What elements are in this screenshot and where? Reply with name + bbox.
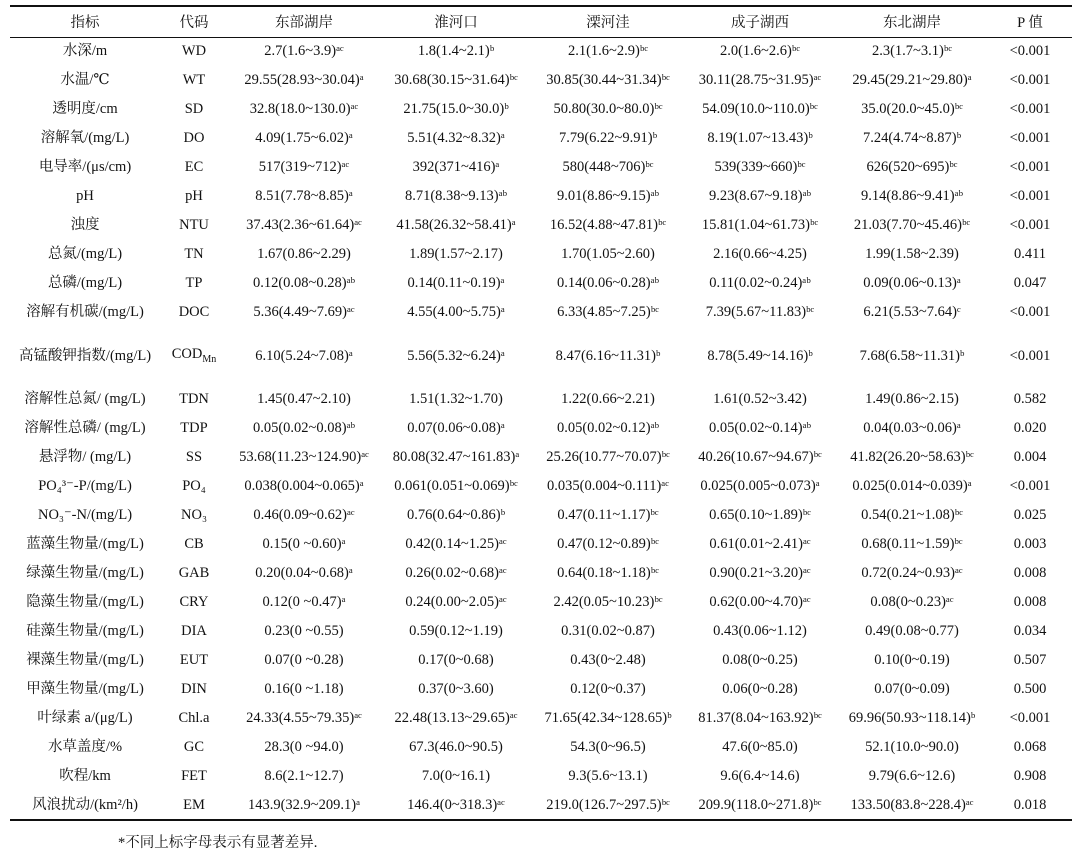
row-code: [160, 414, 228, 443]
row-code: [160, 182, 228, 211]
row-value-site-4: 539(339~660)ᵇᶜ: [714, 159, 806, 176]
row-value-site-1: 28.3(0 ~94.0): [264, 739, 344, 756]
table-row: [10, 733, 1072, 762]
row-value-site-5: 0.025(0.014~0.039)ᵃ: [852, 478, 972, 495]
row-code-text: DO: [183, 130, 205, 147]
row-value-site-4: 7.39(5.67~11.83)ᵇᶜ: [705, 304, 815, 321]
row-metric: 浊度: [70, 217, 100, 234]
row-metric: NO₃⁻-N/(mg/L): [37, 507, 133, 524]
row-value-site-5: 0.07(0~0.09): [874, 681, 950, 698]
table-row: [10, 530, 1072, 559]
row-code: [160, 385, 228, 414]
row-metric: 水深/m: [62, 43, 108, 60]
row-value-site-2: 0.07(0.06~0.08)ᵃ: [407, 420, 505, 437]
row-value-site-5: 1.49(0.86~2.15): [865, 391, 959, 408]
row-code: [160, 327, 228, 385]
row-p-value: <0.001: [1009, 304, 1051, 321]
table-row: [10, 501, 1072, 530]
row-value-site-4: 0.65(0.10~1.89)ᵇᶜ: [709, 507, 811, 524]
row-value-site-1: 517(319~712)ᵃᶜ: [258, 159, 350, 176]
row-value-site-3: 54.3(0~96.5): [570, 739, 646, 756]
row-p-value: <0.001: [1009, 159, 1051, 176]
row-value-site-1: 1.45(0.47~2.10): [257, 391, 351, 408]
row-p-value: <0.001: [1009, 217, 1051, 234]
row-value-site-1: 0.23(0 ~0.55): [264, 623, 344, 640]
row-code: [160, 211, 228, 240]
row-value-site-1: 37.43(2.36~61.64)ᵃᶜ: [246, 217, 362, 234]
row-value-site-1: 0.07(0 ~0.28): [264, 652, 344, 669]
row-code-text: pH: [185, 188, 203, 205]
row-value-site-4: 0.90(0.21~3.20)ᵃᶜ: [709, 565, 811, 582]
row-metric: 甲藻生物量/(mg/L): [26, 681, 144, 698]
row-p-value: 0.507: [1013, 652, 1047, 669]
table-row: [10, 182, 1072, 211]
row-code: [160, 733, 228, 762]
row-p-value: 0.020: [1013, 420, 1047, 437]
row-value-site-1: 0.16(0 ~1.18): [264, 681, 344, 698]
row-value-site-4: 54.09(10.0~110.0)ᵇᶜ: [702, 101, 818, 118]
row-code: [160, 762, 228, 791]
row-code: [160, 501, 228, 530]
row-value-site-5: 7.24(4.74~8.87)ᵇ: [862, 130, 962, 147]
row-metric: 电导率/(μs/cm): [38, 159, 132, 176]
table-row: [10, 66, 1072, 95]
row-value-site-1: 0.12(0 ~0.47)ᵃ: [262, 594, 346, 611]
row-code: [160, 617, 228, 646]
row-code-text: CRY: [179, 594, 209, 611]
table-row: [10, 269, 1072, 298]
row-value-site-3: 0.64(0.18~1.18)ᵇᶜ: [557, 565, 659, 582]
row-code-text: EM: [183, 796, 205, 813]
row-value-site-4: 9.6(6.4~14.6): [720, 768, 800, 785]
row-value-site-3: 1.70(1.05~2.60): [561, 246, 655, 263]
row-value-site-3: 16.52(4.88~47.81)ᵇᶜ: [549, 217, 667, 234]
row-metric: 溶解有机碳/(mg/L): [26, 304, 144, 321]
row-p-value: 0.908: [1013, 768, 1047, 785]
row-value-site-4: 47.6(0~85.0): [722, 739, 798, 756]
row-value-site-3: 0.12(0~0.37): [570, 681, 646, 698]
row-value-site-4: 1.61(0.52~3.42): [713, 391, 807, 408]
row-code-text: PO₄: [182, 478, 206, 495]
row-p-value: 0.411: [1013, 246, 1047, 263]
row-value-site-1: 32.8(18.0~130.0)ᵃᶜ: [249, 101, 359, 118]
row-value-site-4: 2.16(0.66~4.25): [713, 246, 807, 263]
row-value-site-2: 0.061(0.051~0.069)ᵇᶜ: [394, 478, 518, 495]
row-code: [160, 298, 228, 327]
row-code: [160, 37, 228, 66]
row-value-site-4: 0.05(0.02~0.14)ᵃᵇ: [708, 420, 812, 437]
row-value-site-3: 7.79(6.22~9.91)ᵇ: [558, 130, 658, 147]
row-value-site-4: 15.81(1.04~61.73)ᵇᶜ: [701, 217, 819, 234]
row-value-site-5: 0.08(0~0.23)ᵃᶜ: [870, 594, 954, 611]
row-value-site-4: 8.78(5.49~14.16)ᵇ: [707, 347, 813, 364]
row-value-site-5: 6.21(5.53~7.64)ᶜ: [863, 304, 961, 321]
row-code-text: FET: [181, 768, 207, 785]
row-value-site-4: 0.08(0~0.25): [722, 652, 798, 669]
row-value-site-4: 9.23(8.67~9.18)ᵃᵇ: [708, 188, 812, 205]
table-row: [10, 414, 1072, 443]
row-value-site-3: 71.65(42.34~128.65)ᵇ: [544, 710, 672, 727]
row-p-value: 0.582: [1013, 391, 1047, 408]
row-metric: 蓝藻生物量/(mg/L): [26, 536, 144, 553]
row-value-site-3: 9.3(5.6~13.1): [568, 768, 648, 785]
row-value-site-5: 0.72(0.24~0.93)ᵃᶜ: [861, 565, 963, 582]
row-value-site-3: 0.14(0.06~0.28)ᵃᵇ: [556, 275, 660, 292]
row-code: [160, 530, 228, 559]
header-site-4: 成子湖西: [684, 6, 836, 37]
row-value-site-4: 2.0(1.6~2.6)ᵇᶜ: [719, 43, 801, 60]
row-value-site-2: 30.68(30.15~31.64)ᵇᶜ: [394, 72, 518, 89]
row-value-site-2: 41.58(26.32~58.41)ᵃ: [396, 217, 516, 234]
row-value-site-4: 0.61(0.01~2.41)ᵃᶜ: [709, 536, 811, 553]
table-row: [10, 675, 1072, 704]
row-metric: 水草盖度/%: [47, 739, 123, 756]
header-code: 代码: [160, 6, 228, 37]
row-value-site-1: 0.12(0.08~0.28)ᵃᵇ: [252, 275, 356, 292]
row-value-site-5: 41.82(26.20~58.63)ᵇᶜ: [850, 449, 974, 466]
row-value-site-1: 8.6(2.1~12.7): [264, 768, 344, 785]
row-value-site-2: 146.4(0~318.3)ᵃᶜ: [380, 791, 532, 820]
row-value-site-4: 0.06(0~0.28): [722, 681, 798, 698]
row-value-site-3: 50.80(30.0~80.0)ᵇᶜ: [553, 101, 663, 118]
row-code-text: SS: [185, 449, 203, 466]
row-value-site-1: 2.7(1.6~3.9)ᵃᶜ: [264, 43, 344, 60]
row-value-site-2: 5.56(5.32~6.24)ᵃ: [407, 347, 505, 364]
table-row: [10, 385, 1072, 414]
row-code-text: WD: [181, 43, 207, 60]
row-p-value: <0.001: [1009, 478, 1051, 495]
row-code-text: GC: [183, 739, 205, 756]
row-value-site-1: 143.9(32.9~209.1)ᵃ: [228, 791, 380, 820]
table-row: [10, 37, 1072, 66]
row-value-site-2: 5.51(4.32~8.32)ᵃ: [407, 130, 505, 147]
row-p-value: 0.008: [1013, 594, 1047, 611]
header-site-2: 淮河口: [380, 6, 532, 37]
row-p-value: 0.008: [1013, 565, 1047, 582]
header-p-value: P 值: [988, 6, 1072, 37]
row-value-site-2: 80.08(32.47~161.83)ᵃ: [392, 449, 520, 466]
row-value-site-5: 0.09(0.06~0.13)ᵃ: [863, 275, 961, 292]
row-value-site-3: 0.035(0.004~0.111)ᵃᶜ: [547, 478, 669, 495]
row-p-value: 0.068: [1013, 739, 1047, 756]
row-code: [160, 646, 228, 675]
row-value-site-3: 9.01(8.86~9.15)ᵃᵇ: [556, 188, 660, 205]
row-value-site-3: 0.43(0~2.48): [570, 652, 646, 669]
row-code-text: CB: [184, 536, 204, 553]
row-value-site-3: 580(448~706)ᵇᶜ: [562, 159, 654, 176]
row-value-site-4: 40.26(10.67~94.67)ᵇᶜ: [698, 449, 822, 466]
row-value-site-3: 1.22(0.66~2.21): [561, 391, 655, 408]
row-value-site-1: 1.67(0.86~2.29): [257, 246, 351, 263]
row-value-site-2: 1.51(1.32~1.70): [409, 391, 503, 408]
row-value-site-2: 4.55(4.00~5.75)ᵃ: [407, 304, 505, 321]
row-metric: 吹程/km: [59, 768, 111, 785]
row-value-site-5: 0.49(0.08~0.77): [865, 623, 959, 640]
table-header: [10, 6, 1072, 37]
row-value-site-5: 1.99(1.58~2.39): [865, 246, 959, 263]
row-value-site-1: 0.15(0 ~0.60)ᵃ: [262, 536, 346, 553]
row-metric: 裸藻生物量/(mg/L): [26, 652, 144, 669]
row-code: [160, 675, 228, 704]
row-value-site-2: 67.3(46.0~90.5): [409, 739, 503, 756]
row-value-site-3: 0.47(0.11~1.17)ᵇᶜ: [557, 507, 659, 524]
row-value-site-2: 0.59(0.12~1.19): [409, 623, 503, 640]
row-code: [160, 240, 228, 269]
row-code: [160, 791, 228, 820]
table-body: [10, 37, 1072, 820]
table-footnote: *不同上标字母表示有显著差异.: [118, 835, 318, 851]
row-value-site-5: 52.1(10.0~90.0): [865, 739, 959, 756]
row-value-site-3: 25.26(10.77~70.07)ᵇᶜ: [546, 449, 670, 466]
row-value-site-4: 0.11(0.02~0.24)ᵃᵇ: [709, 275, 811, 292]
row-value-site-4: 0.43(0.06~1.12): [713, 623, 807, 640]
row-value-site-3: 2.1(1.6~2.9)ᵇᶜ: [567, 43, 649, 60]
row-value-site-2: 0.42(0.14~1.25)ᵃᶜ: [405, 536, 507, 553]
row-value-site-1: 5.36(4.49~7.69)ᵃᶜ: [253, 304, 355, 321]
table-row: [10, 704, 1072, 733]
row-code: [160, 153, 228, 182]
row-p-value: 0.003: [1013, 536, 1047, 553]
row-code-text: DIA: [181, 623, 207, 640]
row-code: [160, 559, 228, 588]
row-value-site-2: 0.76(0.64~0.86)ᵇ: [406, 507, 506, 524]
row-p-value: 0.025: [1013, 507, 1047, 524]
table-row: [10, 762, 1072, 791]
row-code-text: WT: [182, 72, 206, 89]
row-code: [160, 66, 228, 95]
row-code-text: DOC: [178, 304, 210, 321]
row-code-text: TN: [184, 246, 204, 263]
row-value-site-3: 6.33(4.85~7.25)ᵇᶜ: [557, 304, 659, 321]
header-site-1: 东部湖岸: [228, 6, 380, 37]
data-table-container: [10, 5, 1072, 821]
row-value-site-5: 7.68(6.58~11.31)ᵇ: [859, 347, 965, 364]
row-code-subscript: Mn: [202, 354, 217, 366]
row-value-site-4: 0.62(0.00~4.70)ᵃᶜ: [709, 594, 811, 611]
row-code: [160, 472, 228, 501]
row-p-value: 0.034: [1013, 623, 1047, 640]
row-value-site-5: 35.0(20.0~45.0)ᵇᶜ: [861, 101, 963, 118]
row-p-value: 0.047: [1013, 275, 1047, 292]
row-p-value: <0.001: [1009, 188, 1051, 205]
row-code-text: DIN: [181, 681, 207, 698]
water-quality-table: [10, 5, 1072, 821]
row-metric: 透明度/cm: [52, 101, 118, 118]
row-value-site-1: 8.51(7.78~8.85)ᵃ: [255, 188, 353, 205]
row-value-site-1: 0.46(0.09~0.62)ᵃᶜ: [253, 507, 355, 524]
row-value-site-5: 69.96(50.93~118.14)ᵇ: [848, 710, 976, 727]
row-metric: 总氮/(mg/L): [47, 246, 123, 263]
row-code-text: TP: [185, 275, 203, 292]
row-value-site-2: 0.17(0~0.68): [418, 652, 494, 669]
table-row: [10, 153, 1072, 182]
row-code: [160, 704, 228, 733]
row-value-site-2: 0.26(0.02~0.68)ᵃᶜ: [405, 565, 507, 582]
row-value-site-2: 7.0(0~16.1): [421, 768, 491, 785]
row-code-text: NTU: [179, 217, 209, 234]
row-value-site-5: 0.68(0.11~1.59)ᵇᶜ: [861, 536, 963, 553]
row-metric: pH: [76, 188, 94, 205]
table-row: [10, 327, 1072, 385]
row-code-text: EUT: [179, 652, 209, 669]
row-code: [160, 124, 228, 153]
row-value-site-1: 53.68(11.23~124.90)ᵃᶜ: [239, 449, 369, 466]
row-code-text: COD: [171, 346, 203, 363]
header-metric: 指标: [10, 6, 160, 37]
row-value-site-5: 9.79(6.6~12.6): [868, 768, 956, 785]
row-metric: 溶解性总磷/ (mg/L): [24, 420, 146, 437]
row-metric: 溶解氧/(mg/L): [40, 130, 130, 147]
row-code-text: NO₃: [181, 507, 207, 524]
row-code-text: TDP: [180, 420, 208, 437]
row-code-text: EC: [184, 159, 204, 176]
row-value-site-2: 1.8(1.4~2.1)ᵇ: [417, 43, 495, 60]
table-row: [10, 298, 1072, 327]
row-p-value: <0.001: [1009, 43, 1051, 60]
row-value-site-5: 9.14(8.86~9.41)ᵃᵇ: [860, 188, 964, 205]
row-p-value: 0.004: [1013, 449, 1047, 466]
row-metric: 绿藻生物量/(mg/L): [26, 565, 144, 582]
row-value-site-2: 22.48(13.13~29.65)ᵃᶜ: [394, 710, 518, 727]
row-value-site-3: 8.47(6.16~11.31)ᵇ: [555, 347, 661, 364]
row-value-site-1: 0.20(0.04~0.68)ᵃ: [255, 565, 353, 582]
header-site-3: 溧河洼: [532, 6, 684, 37]
row-metric: 硅藻生物量/(mg/L): [26, 623, 144, 640]
table-row: [10, 646, 1072, 675]
table-row: [10, 240, 1072, 269]
row-value-site-1: 6.10(5.24~7.08)ᵃ: [255, 347, 353, 364]
row-code: [160, 588, 228, 617]
row-code-text: SD: [184, 101, 204, 118]
row-p-value: <0.001: [1009, 130, 1051, 147]
row-value-site-3: 219.0(126.7~297.5)ᵇᶜ: [532, 791, 684, 820]
table-row: [10, 791, 1072, 820]
table-row: [10, 559, 1072, 588]
row-value-site-5: 21.03(7.70~45.46)ᵇᶜ: [853, 217, 971, 234]
row-value-site-2: 21.75(15.0~30.0)ᵇ: [403, 101, 509, 118]
row-p-value: 0.500: [1013, 681, 1047, 698]
row-value-site-4: 8.19(1.07~13.43)ᵇ: [707, 130, 813, 147]
row-value-site-2: 0.14(0.11~0.19)ᵃ: [407, 275, 505, 292]
row-value-site-5: 626(520~695)ᵇᶜ: [866, 159, 958, 176]
table-row: [10, 124, 1072, 153]
row-metric: 水温/℃: [60, 72, 110, 89]
row-value-site-2: 0.37(0~3.60): [418, 681, 494, 698]
row-value-site-4: 81.37(8.04~163.92)ᵇᶜ: [698, 710, 822, 727]
table-row: [10, 211, 1072, 240]
row-value-site-1: 29.55(28.93~30.04)ᵃ: [244, 72, 364, 89]
row-metric: 总磷/(mg/L): [47, 275, 123, 292]
row-value-site-2: 8.71(8.38~9.13)ᵃᵇ: [404, 188, 508, 205]
row-p-value: <0.001: [1009, 101, 1051, 118]
row-value-site-4: 0.025(0.005~0.073)ᵃ: [700, 478, 820, 495]
row-value-site-5: 2.3(1.7~3.1)ᵇᶜ: [871, 43, 953, 60]
row-p-value: <0.001: [1009, 347, 1051, 364]
row-value-site-5: 133.50(83.8~228.4)ᵃᶜ: [836, 791, 988, 820]
row-value-site-1: 4.09(1.75~6.02)ᵃ: [255, 130, 353, 147]
row-metric: 隐藻生物量/(mg/L): [26, 594, 144, 611]
row-metric: PO₄³⁻-P/(mg/L): [38, 478, 132, 495]
table-row: [10, 95, 1072, 124]
row-value-site-5: 29.45(29.21~29.80)ᵃ: [852, 72, 972, 89]
row-metric: 高锰酸钾指数/(mg/L): [18, 347, 152, 364]
row-value-site-2: 1.89(1.57~2.17): [409, 246, 503, 263]
row-code-text: GAB: [178, 565, 210, 582]
row-value-site-5: 0.54(0.21~1.08)ᵇᶜ: [861, 507, 963, 524]
row-code: [160, 443, 228, 472]
row-value-site-2: 0.24(0.00~2.05)ᵃᶜ: [405, 594, 507, 611]
row-value-site-1: 0.05(0.02~0.08)ᵃᵇ: [252, 420, 356, 437]
row-value-site-3: 0.05(0.02~0.12)ᵃᵇ: [556, 420, 660, 437]
row-code: [160, 95, 228, 124]
row-value-site-5: 0.10(0~0.19): [874, 652, 950, 669]
row-code: [160, 269, 228, 298]
row-value-site-2: 392(371~416)ᵃ: [412, 159, 500, 176]
row-p-value: 0.018: [988, 791, 1072, 820]
row-p-value: <0.001: [1009, 72, 1051, 89]
header-row: [10, 6, 1072, 37]
row-code-text: Chl.a: [178, 710, 210, 727]
row-value-site-3: 2.42(0.05~10.23)ᵇᶜ: [553, 594, 663, 611]
row-value-site-1: 24.33(4.55~79.35)ᵃᶜ: [246, 710, 362, 727]
row-value-site-5: 0.04(0.03~0.06)ᵃ: [863, 420, 961, 437]
row-value-site-4: 209.9(118.0~271.8)ᵇᶜ: [684, 791, 836, 820]
row-code-text: TDN: [179, 391, 209, 408]
row-value-site-3: 30.85(30.44~31.34)ᵇᶜ: [546, 72, 670, 89]
header-site-5: 东北湖岸: [836, 6, 988, 37]
table-row: [10, 617, 1072, 646]
table-row: [10, 588, 1072, 617]
row-metric: 风浪扰动/(km²/h): [10, 791, 160, 820]
row-value-site-3: 0.31(0.02~0.87): [561, 623, 655, 640]
row-metric: 溶解性总氮/ (mg/L): [24, 391, 146, 408]
row-p-value: <0.001: [1009, 710, 1051, 727]
table-row: [10, 443, 1072, 472]
row-metric: 叶绿素 a/(μg/L): [37, 710, 133, 727]
row-value-site-3: 0.47(0.12~0.89)ᵇᶜ: [557, 536, 659, 553]
table-row: [10, 472, 1072, 501]
row-value-site-4: 30.11(28.75~31.95)ᵃᶜ: [698, 72, 822, 89]
row-value-site-1: 0.038(0.004~0.065)ᵃ: [244, 478, 364, 495]
row-metric: 悬浮物/ (mg/L): [38, 449, 132, 466]
